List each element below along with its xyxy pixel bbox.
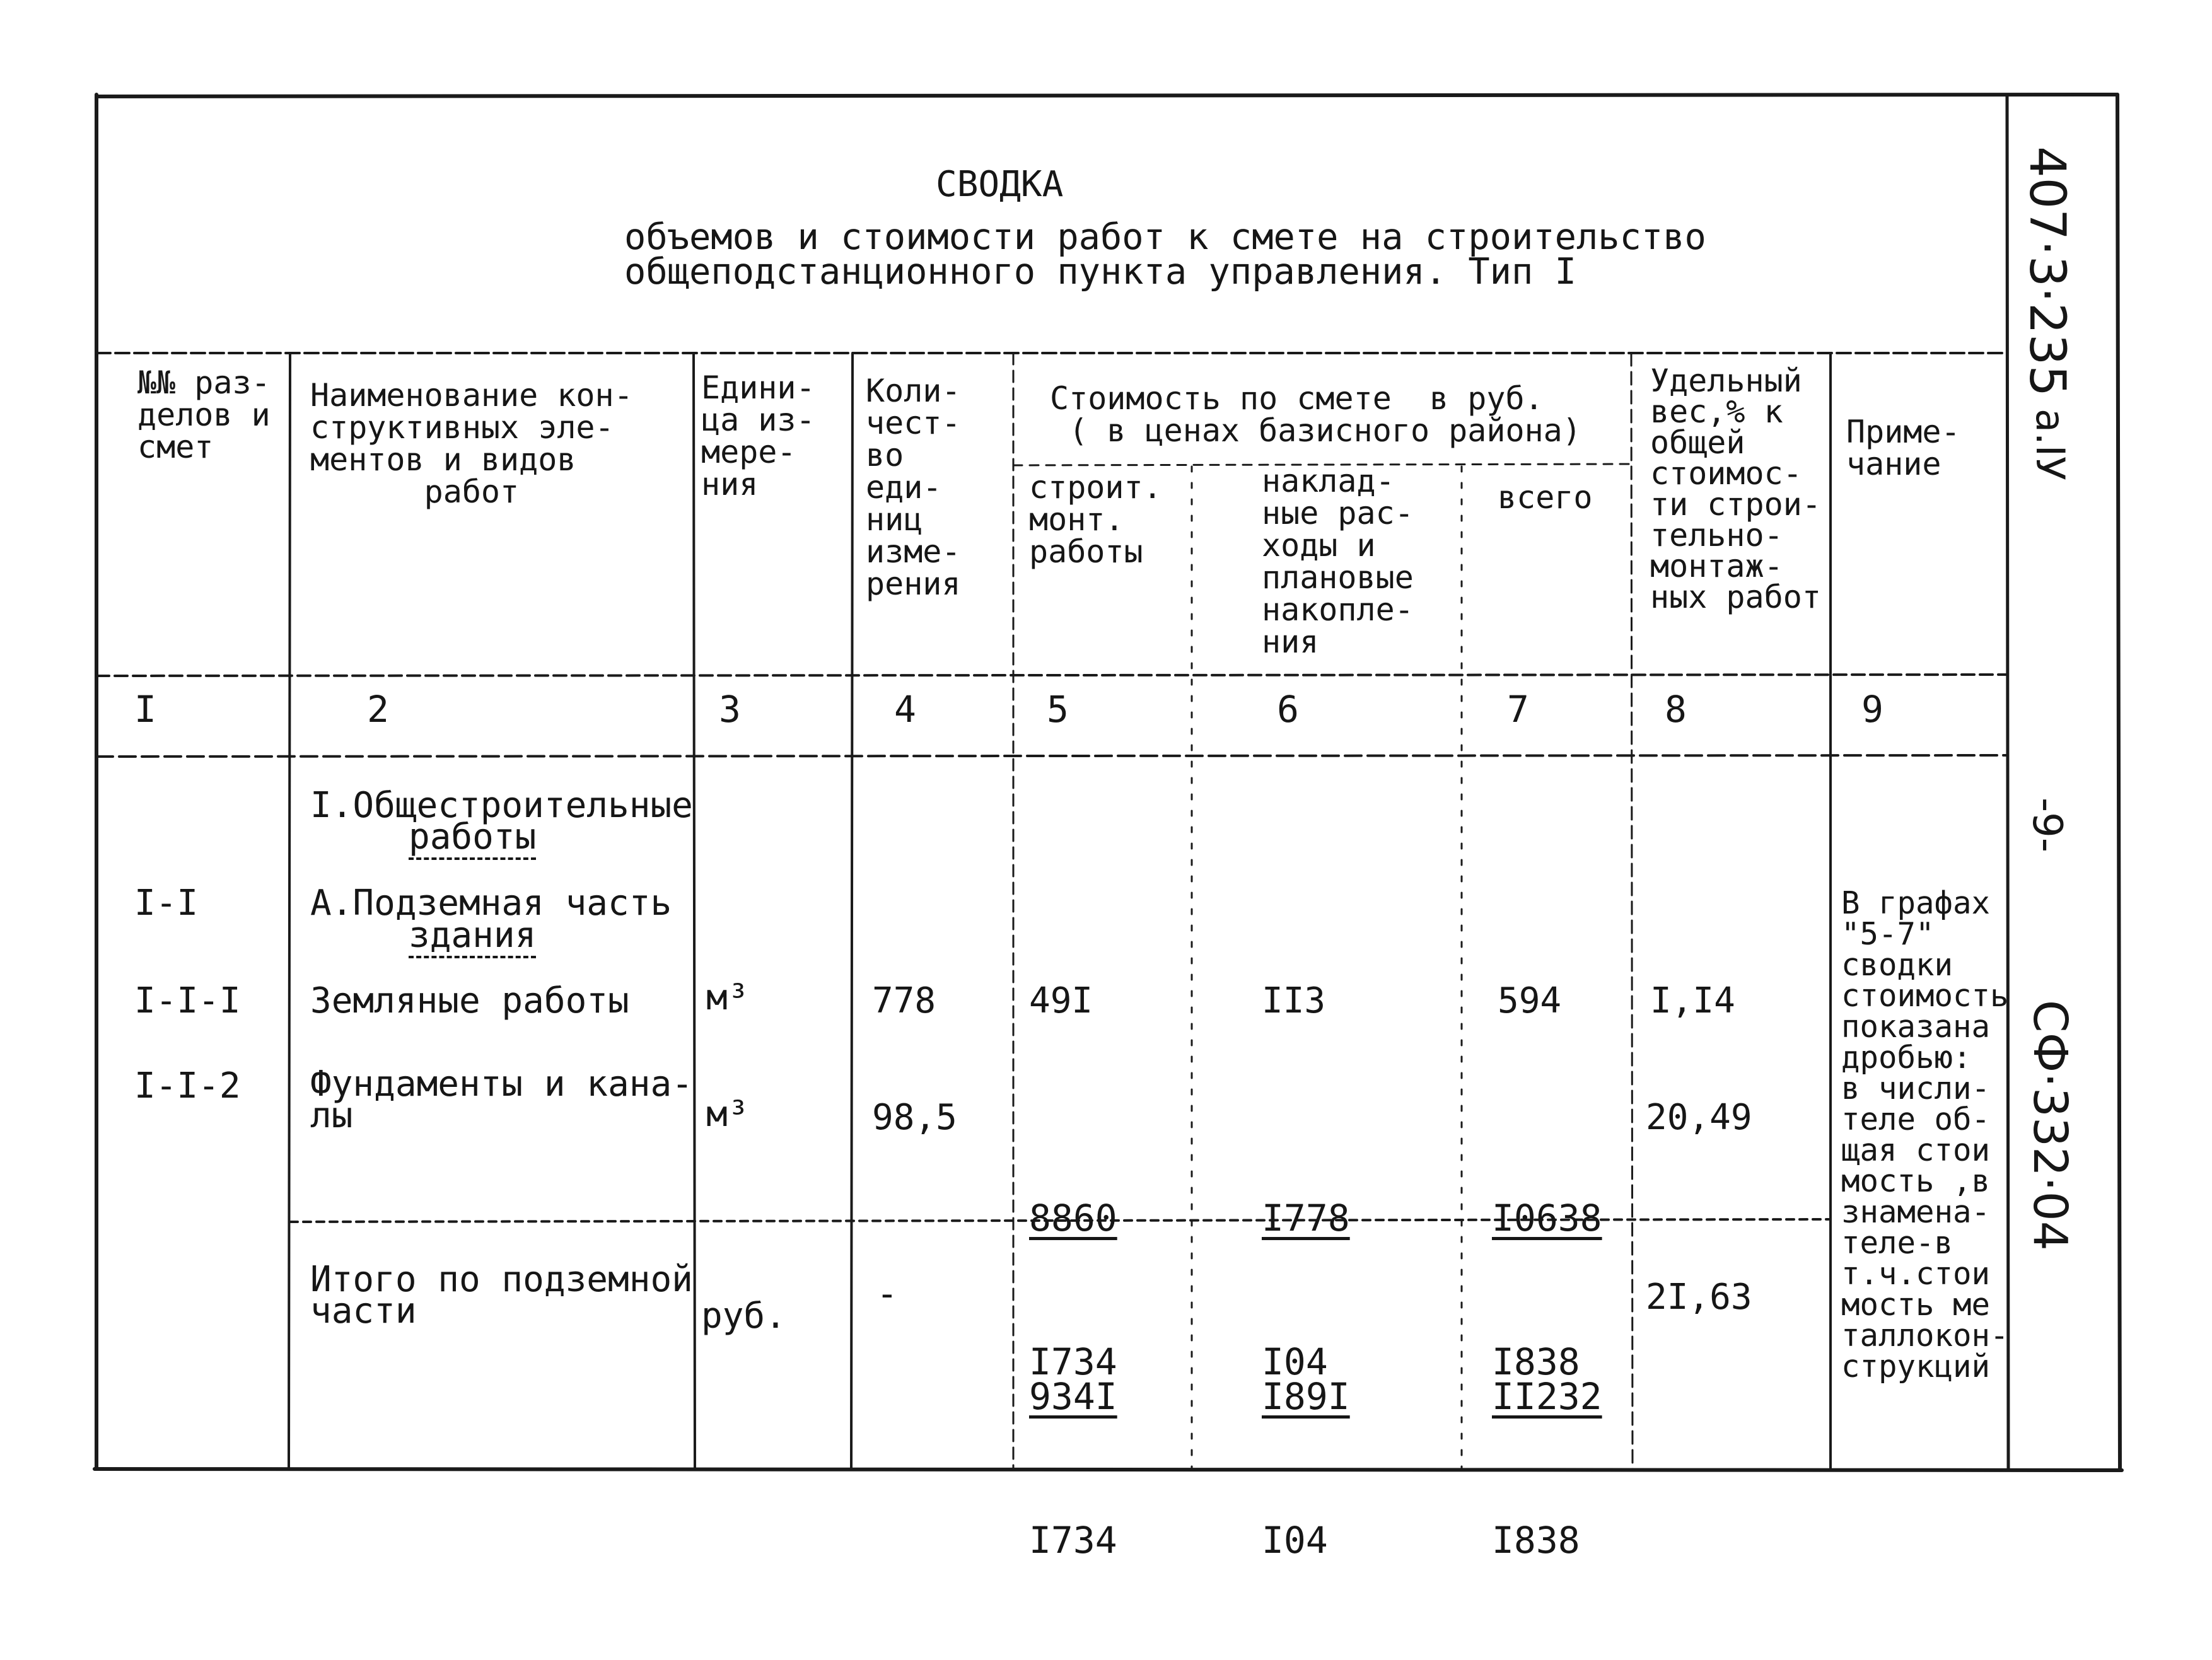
subtotal-construction-cost (1029, 1277, 1117, 1660)
header-share-percent: Удельный вес,% к общей стоимос- ти строи- тельно- монтаж- ных работ (1650, 363, 1821, 615)
subtotal-total-numerator: II232 (1492, 1375, 1602, 1418)
header-cost-group: Стоимость по смете в руб. ( в ценах базисного района) (1050, 380, 1581, 449)
document-subtitle-line-1: объемов и стоимости работ к смете на строительство (624, 216, 1706, 258)
earthworks-name: Земляные работы (310, 980, 629, 1021)
column-number-8: 8 (1665, 688, 1687, 731)
section-title-cont: работы (409, 816, 537, 857)
foundations-code: I-I-2 (134, 1065, 241, 1106)
document-code-bottom: СФ·332·04 (2023, 1000, 2077, 1251)
document-code-top: 407·3·235 (2018, 146, 2075, 397)
header-construction-cost: строит. монт. работы (1029, 469, 1162, 570)
header-note: Приме- чание (1846, 414, 1960, 482)
subtotal-share: 2I,63 (1646, 1277, 1752, 1318)
subtotal-total (1492, 1277, 1602, 1660)
earthworks-unit: м³ (706, 977, 749, 1018)
subsection-title-cont: здания (409, 915, 537, 956)
earthworks-construction-cost: 49I (1029, 980, 1093, 1021)
foundations-construction-denominator: I734 (1029, 1340, 1117, 1383)
earthworks-share: I,I4 (1650, 980, 1735, 1021)
subsection-code: I-I (134, 883, 199, 924)
album-number: а.IУ (2027, 409, 2073, 480)
subtotal-overhead-numerator: I89I (1262, 1375, 1350, 1418)
subtotal-name: Итого по подземной части (310, 1259, 693, 1332)
foundations-quantity: 98,5 (872, 1097, 957, 1138)
page-number: -9- (2023, 798, 2070, 852)
column-number-2: 2 (367, 688, 389, 731)
earthworks-quantity: 778 (872, 980, 936, 1021)
column-number-5: 5 (1047, 688, 1069, 731)
header-element-name: Наименование кон- структивных эле- ментов и видов работ (310, 377, 633, 510)
subtotal-construction-denominator: I734 (1029, 1519, 1117, 1562)
foundations-unit: м³ (706, 1094, 749, 1135)
subtotal-overhead-denominator: I04 (1262, 1519, 1328, 1562)
header-quantity: Коли- чест- во еди- ниц изме- рения (866, 373, 961, 602)
foundations-share: 20,49 (1646, 1097, 1752, 1138)
header-unit: Едини- ца из- мере- ния (701, 369, 815, 502)
foundations-total-denominator: I838 (1492, 1340, 1580, 1383)
subtotal-unit: руб. (701, 1296, 786, 1337)
column-number-1: I (134, 688, 156, 731)
foundations-overhead-denominator: I04 (1262, 1340, 1328, 1383)
earthworks-total: 594 (1498, 980, 1562, 1021)
subtotal-overhead (1262, 1277, 1350, 1660)
foundations-construction-numerator: 8860 (1029, 1197, 1117, 1239)
document-title: СВОДКА (936, 164, 1064, 205)
subtotal-total-denominator: I838 (1492, 1519, 1580, 1562)
earthworks-code: I-I-I (134, 980, 241, 1021)
column-number-3: 3 (719, 688, 741, 731)
header-total: всего (1498, 479, 1593, 516)
header-overhead: наклад- ные рас- ходы и плановые накопле- ния (1262, 463, 1414, 660)
document-subtitle-line-2: общеподстанционного пункта управления. Тип I (624, 251, 1576, 293)
section-title: I.Общестроительные (310, 785, 693, 826)
subtotal-construction-numerator: 934I (1029, 1375, 1117, 1418)
column-number-9: 9 (1861, 688, 1883, 731)
earthworks-overhead: II3 (1262, 980, 1326, 1021)
subtotal-quantity: - (876, 1274, 898, 1315)
foundations-name: Фундаменты и кана- лы (310, 1064, 693, 1136)
subsection-title: А.Подземная часть (310, 883, 672, 924)
foundations-total-numerator: I0638 (1492, 1197, 1602, 1239)
column-number-6: 6 (1277, 688, 1299, 731)
note-text: В графах "5-7" сводки стоимость показана дробью: в числи- теле об- щая стои мость ,в знамена- теле-в т.ч.стои мость ме таллокон- струкций (1841, 885, 2009, 1384)
header-section-number: №№ раз- делов и смет (137, 364, 271, 465)
column-number-4: 4 (894, 688, 916, 731)
foundations-overhead-numerator: I778 (1262, 1197, 1350, 1239)
column-number-7: 7 (1507, 688, 1529, 731)
